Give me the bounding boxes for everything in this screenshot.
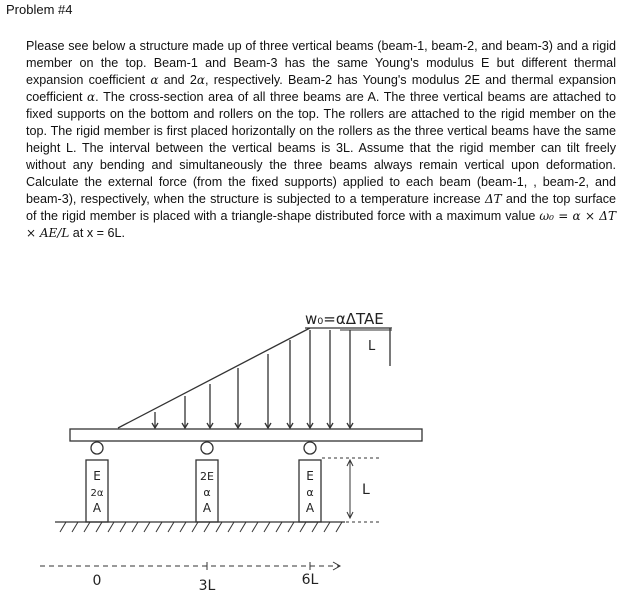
roller-3 [304, 442, 316, 454]
x-label-3L: 3L [198, 578, 216, 594]
structure-figure [0, 300, 633, 616]
beam1-label-alpha: 2α [90, 488, 104, 499]
beam2-label-alpha: α [203, 486, 211, 499]
load-triangle-hypotenuse [118, 328, 310, 428]
statement-text: at x = 6L. [69, 226, 125, 240]
math-symbol: α [150, 73, 159, 87]
load-arrows [152, 330, 353, 428]
beam1-label-modulus: E [93, 469, 101, 483]
statement-text: and the top surface of the rigid member is placed with a triangle-shape distributed force with a maximum value [26, 192, 616, 223]
statement-text: , respectively. Beam-2 has Young's modulus 2E and thermal expansion coefficient [26, 73, 617, 104]
rigid-member [70, 429, 422, 441]
beam2-label-modulus: 2E [200, 470, 214, 483]
ground-hatching [60, 522, 342, 532]
height-dimension [322, 458, 380, 522]
x-label-0: 0 [92, 573, 102, 589]
beam3-label-alpha: α [306, 486, 314, 499]
math-symbol: ΔT [484, 192, 502, 206]
math-symbol: ω₀ = α × ΔT × AE/L [26, 209, 616, 240]
load-label-bottom: L [368, 339, 376, 354]
roller-2 [201, 442, 213, 454]
problem-heading: Problem #4 [6, 2, 73, 17]
statement-text: and 2 [158, 73, 197, 87]
statement-text: Please see below a structure made up of three vertical beams (beam-1, beam-2, and beam-3) and a rigid member on the top. Beam-1 and Beam-3 has the same Young's modulus E but different thermal expansion coefficient [26, 39, 616, 87]
problem-statement [26, 38, 616, 242]
beam2-label-area: A [202, 501, 212, 515]
height-label: L [362, 482, 370, 498]
beam3-label-modulus: E [306, 469, 314, 483]
math-symbol: α [196, 73, 205, 87]
load-label-top: w₀=αΔTAE [305, 310, 384, 328]
beam3-label-area: A [305, 501, 315, 515]
roller-1 [91, 442, 103, 454]
math-symbol: α [87, 90, 96, 104]
statement-text: . The cross-section area of all three beams are A. The three vertical beams are attached to fixed supports on the bottom and rollers on the top. The rollers are attached to the rigid member on the top. The rigid member is first placed horizontally on the rollers as the three vertical beams have the same height L. The interval between the vertical beams is 3L. Assume that the rigid member can tilt freely without any bending and simultaneously the three beams always remain vertical upon deformation. Calculate the external force (from the fixed supports) applied to each beam (beam-1, , beam-2, and beam-3), respectively, when the structure is subjected to a temperature increase [26, 90, 616, 206]
x-label-6L: 6L [301, 572, 319, 588]
beam1-label-area: A [92, 501, 102, 515]
